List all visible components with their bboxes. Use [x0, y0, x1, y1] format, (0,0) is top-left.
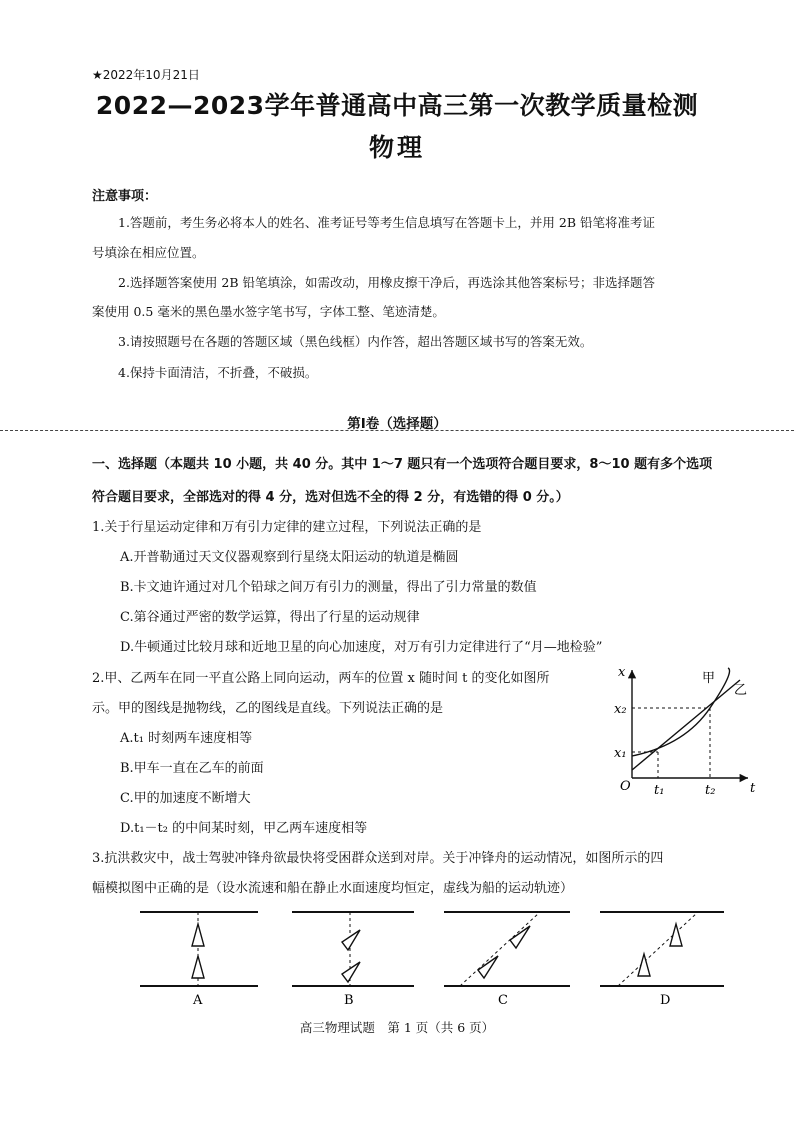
exam-date: ★2022年10月21日	[92, 68, 200, 82]
q1-option-a: A.开普勒通过天文仪器观察到行星绕太阳运动的轨道是椭圆	[120, 550, 459, 565]
note-line: 1.答题前，考生务必将本人的姓名、准考证号等考生信息填写在答题卡上，并用 2B 铅笔将准考证	[118, 215, 656, 230]
q2-option-c: C.甲的加速度不断增大	[120, 791, 251, 806]
note-line: 4.保持卡面清洁，不折叠，不破损。	[118, 365, 318, 380]
q1-option-b: B.卡文迪许通过对几个铅球之间万有引力的测量，得出了引力常量的数值	[120, 580, 537, 595]
figure-label: B	[344, 993, 354, 1008]
divider-line	[0, 430, 794, 431]
q2-option-a: A.t₁ 时刻两车速度相等	[120, 731, 253, 746]
question-3-stem: 3.抗洪救灾中，战士驾驶冲锋舟欲最快将受困群众送到对岸。关于冲锋舟的运动情况，如图所示的四	[92, 851, 664, 866]
boat-icon	[342, 962, 360, 982]
part-title: 第Ⅰ卷（选择题）	[347, 416, 447, 432]
q1-option-c: C.第谷通过严密的数学运算，得出了行星的运动规律	[120, 610, 420, 625]
note-line: 3.请按照题号在各题的答题区域（黑色线框）内作答，超出答题区域书写的答案无效。	[118, 334, 593, 349]
figure-label: A	[193, 993, 203, 1008]
boat-icon	[192, 924, 204, 946]
boat-icon	[670, 924, 682, 946]
note-line: 2.选择题答案使用 2B 铅笔填涂，如需改动，用橡皮擦干净后，再选涂其他答案标号；非选择题答	[118, 275, 656, 290]
figure-label: C	[498, 993, 508, 1008]
position-time-graph	[610, 660, 760, 802]
boat-crossing-figures	[130, 900, 730, 1010]
q2-option-d: D.t₁－t₂ 的中间某时刻，甲乙两车速度相等	[120, 821, 368, 836]
boat-icon	[192, 956, 204, 978]
question-1-stem: 1.关于行星运动定律和万有引力定律的建立过程，下列说法正确的是	[92, 520, 482, 535]
curve-jia-label: 甲	[702, 671, 716, 686]
origin-label: O	[620, 779, 631, 794]
section-instructions: 一、选择题（本题共 10 小题，共 40 分。其中 1～7 题只有一个选项符合题目要求，8～10 题有多个选项	[92, 457, 713, 472]
page-footer: 高三物理试题 第 1 页（共 6 页）	[299, 1020, 495, 1035]
boat-icon	[478, 956, 498, 978]
t1-label: t₁	[654, 783, 665, 798]
curve-yi-label: 乙	[734, 683, 748, 698]
x1-label: x₁	[614, 746, 627, 761]
note-line: 案使用 0.5 毫米的黑色墨水签字笔书写，字体工整、笔迹清楚。	[92, 304, 445, 319]
question-2-stem: 示。甲的图线是抛物线，乙的图线是直线。下列说法正确的是	[92, 701, 444, 716]
exam-title: 2022—2023学年普通高中高三第一次教学质量检测	[95, 91, 699, 120]
boat-icon	[342, 930, 360, 950]
notes-heading: 注意事项：	[92, 189, 158, 204]
figure-c	[444, 912, 570, 1008]
question-3-stem: 幅模拟图中正确的是（设水流速和船在静止水面速度均恒定，虚线为船的运动轨迹）	[92, 881, 574, 896]
t-axis-label: t	[750, 781, 756, 796]
figure-a	[140, 912, 258, 1008]
note-line: 号填涂在相应位置。	[92, 245, 205, 260]
line-yi	[632, 680, 740, 770]
x2-label: x₂	[614, 702, 627, 717]
q1-option-d: D.牛顿通过比较月球和近地卫星的向心加速度，对万有引力定律进行了“月—地检验”	[120, 640, 603, 655]
q2-option-b: B.甲车一直在乙车的前面	[120, 761, 264, 776]
figure-label: D	[660, 993, 671, 1008]
question-2-stem: 2.甲、乙两车在同一平直公路上同向运动，两车的位置 x 随时间 t 的变化如图所	[92, 671, 550, 686]
x-axis-label: x	[618, 665, 626, 680]
figure-d	[600, 912, 724, 1008]
exam-subject: 物理	[368, 133, 425, 162]
boat-icon	[638, 954, 650, 976]
figure-b	[292, 912, 414, 1008]
section-instructions: 符合题目要求，全部选对的得 4 分，选对但选不全的得 2 分，有选错的得 0 分。）	[92, 490, 569, 505]
t2-label: t₂	[705, 783, 716, 798]
